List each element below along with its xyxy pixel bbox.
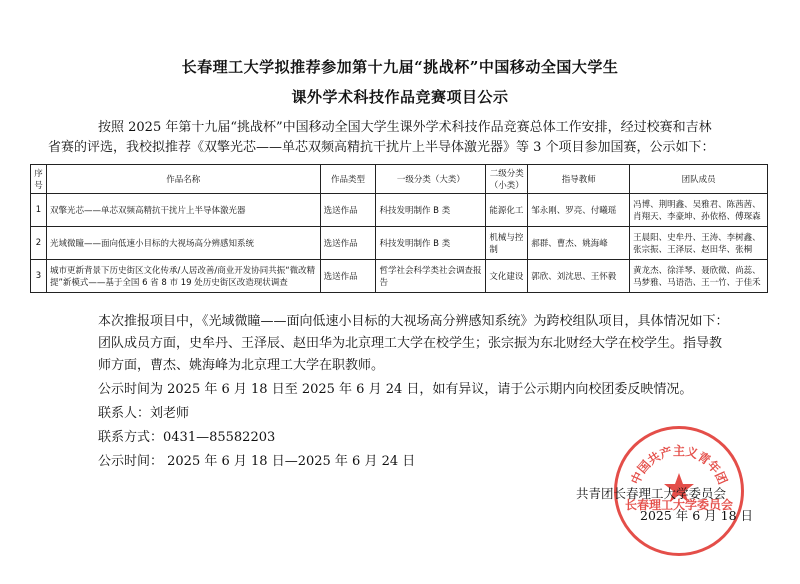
header-cat1: 一级分类（大类） bbox=[376, 165, 486, 194]
header-no: 序号 bbox=[31, 165, 47, 194]
page-title-line-1: 长春理工大学拟推荐参加第十九届“挑战杯”中国移动全国大学生 bbox=[181, 58, 619, 76]
row-name: 双擎光芯——单芯双频高精抗干扰片上半导体激光器 bbox=[46, 194, 320, 227]
body-line-1: 本次推报项目中，《光域微瞳——面向低速小目标的大视场高分辨感知系统》为跨校组队项目，具体情况如下： bbox=[98, 314, 729, 329]
row-name: 城市更新背景下历史街区文化传承/人居改善/商业开发协同共振“微改精提”新模式——基于全国 6 省 8 市 19 处历史街区改造现状调查 bbox=[46, 260, 320, 293]
table-row bbox=[31, 260, 768, 293]
row-no: 3 bbox=[31, 260, 47, 293]
intro-line-1: 按照 2025 年第十九届“挑战杯”中国移动全国大学生课外学术科技作品竞赛总体工作安排，经过校赛和吉林 bbox=[98, 120, 712, 135]
row-cat1: 科技发明制作 B 类 bbox=[376, 227, 486, 260]
row-cat2: 机械与控制 bbox=[486, 227, 528, 260]
row-no: 1 bbox=[31, 194, 47, 227]
seal-ring-text: 中国共产主义青年团 bbox=[628, 444, 730, 487]
header-name: 作品名称 bbox=[46, 165, 320, 194]
row-cat2: 能源化工 bbox=[486, 194, 528, 227]
row-cat2: 文化建设 bbox=[486, 260, 528, 293]
table-row bbox=[31, 194, 768, 227]
publish-time: 公示时间： 2025 年 6 月 18 日—2025 年 6 月 24 日 bbox=[98, 454, 416, 469]
contact-person: 联系人：刘老师 bbox=[98, 406, 190, 421]
body-line-4: 公示时间为 2025 年 6 月 18 日至 2025 年 6 月 24 日，如有异议，请于公示期内向校团委反映情况。 bbox=[98, 382, 693, 397]
project-table bbox=[30, 164, 768, 293]
contact-phone: 联系方式：0431—85582203 bbox=[98, 430, 276, 445]
seal-name: 长春理工大学委员会 bbox=[624, 498, 733, 512]
header-members: 团队成员 bbox=[630, 165, 768, 194]
row-advisor: 邹永刚、罗亮、付曦瑶 bbox=[528, 194, 630, 227]
intro-line-2: 省赛的评选，我校拟推荐《双擎光芯——单芯双频高精抗干扰片上半导体激光器》等 3 个项目参加国赛，公示如下： bbox=[48, 140, 715, 155]
row-advisor: 郝群、曹杰、姚海峰 bbox=[528, 227, 630, 260]
row-no: 2 bbox=[31, 227, 47, 260]
row-type: 选送作品 bbox=[320, 227, 376, 260]
row-type: 选送作品 bbox=[320, 194, 376, 227]
header-type: 作品类型 bbox=[320, 165, 376, 194]
row-type: 选送作品 bbox=[320, 260, 376, 293]
row-name: 光域微瞳——面向低速小目标的大视场高分辨感知系统 bbox=[46, 227, 320, 260]
header-advisor: 指导教师 bbox=[528, 165, 630, 194]
row-members: 王晨阳、史牟丹、王涛、李树鑫、张宗振、王泽辰、赵田华、张桐 bbox=[630, 227, 768, 260]
table-row bbox=[31, 227, 768, 260]
signing-date: 2025 年 6 月 18 日 bbox=[640, 508, 754, 523]
row-members: 冯博、荆明鑫、吴雅君、陈茜茜、肖翔天、李豪坤、孙依格、傅琛森 bbox=[630, 194, 768, 227]
header-cat2: 二级分类（小类） bbox=[486, 165, 528, 194]
row-members: 黄龙杰、徐洋琴、聂欣微、尚蕊、马梦雅、马语浩、王一竹、于佳禾 bbox=[630, 260, 768, 293]
row-advisor: 郭欣、刘沈思、王怀毅 bbox=[528, 260, 630, 293]
body-line-2: 团队成员方面，史牟丹、王泽辰、赵田华为北京理工大学在校学生；张宗振为东北财经大学在校学生。指导教 bbox=[98, 336, 723, 351]
table-header-row bbox=[31, 165, 768, 194]
row-cat1: 科技发明制作 B 类 bbox=[376, 194, 486, 227]
signing-organization: 共青团长春理工大学委员会 bbox=[576, 486, 727, 501]
page-title-line-2: 课外学术科技作品竞赛项目公示 bbox=[291, 88, 509, 106]
body-line-3: 师方面，曹杰、姚海峰为北京理工大学在职教师。 bbox=[98, 358, 385, 373]
row-cat1: 哲学社会科学类社会调查报告 bbox=[376, 260, 486, 293]
